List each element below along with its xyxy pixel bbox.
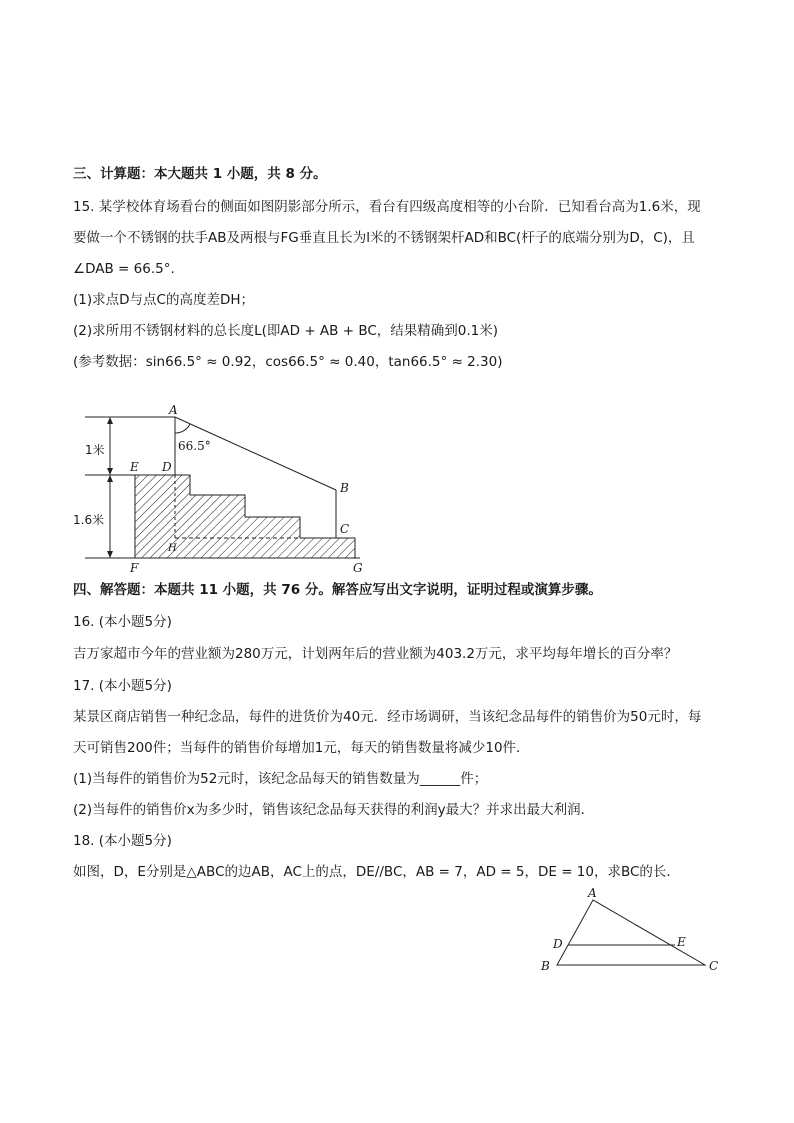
dim-1m-arrow-top (107, 417, 113, 424)
label-g: G (353, 561, 363, 575)
q15-reference-data: (参考数据：sin66.5° ≈ 0.92，cos66.5° ≈ 0.40，tan66.5° ≈ 2.30) (73, 354, 503, 370)
tri-label-a: A (588, 886, 597, 900)
dim-1m-arrow-bottom (107, 468, 113, 475)
dim-16m-arrow-top (107, 475, 113, 482)
section4-header: 四、解答题：本题共 11 小题，共 76 分。解答应写出文字说明，证明过程或演算步骤。 (73, 582, 602, 598)
q15-line2: 要做一个不锈钢的扶手AB及两根与FG垂直且长为l米的不锈钢架杆AD和BC(杆子的底端分别为D，C)，且 (73, 230, 695, 246)
label-e: E (130, 460, 139, 474)
angle-arc (175, 424, 190, 433)
q18-triangle-figure (535, 885, 725, 980)
q16-body: 吉万家超市今年的营业额为280万元，计划两年后的营业额为403.2万元，求平均每年增长的百分率？ (73, 646, 678, 662)
dim-16m-label: 1.6米 (73, 513, 105, 527)
q17-title: 17. (本小题5分) (73, 678, 172, 694)
tri-label-d: D (553, 937, 563, 951)
label-d: D (162, 460, 172, 474)
q16-title: 16. (本小题5分) (73, 614, 172, 630)
label-h: H (168, 543, 177, 554)
tri-label-b: B (541, 959, 550, 973)
section3-header: 三、计算题：本大题共 1 小题，共 8 分。 (73, 166, 327, 182)
tri-label-c: C (709, 959, 719, 973)
dim-16m-arrow-bottom (107, 551, 113, 558)
q17-part1: (1)当每件的销售价为52元时，该纪念品每天的销售数量为______件； (73, 771, 488, 787)
q18-title: 18. (本小题5分) (73, 833, 172, 849)
q15-line1: 15. 某学校体育场看台的侧面如图阴影部分所示，看台有四级高度相等的小台阶．已知看台高为1.6米，现 (73, 199, 701, 215)
dim-1m-label: 1米 (85, 443, 105, 457)
q17-line1: 某景区商店销售一种纪念品，每件的进货价为40元．经市场调研，当该纪念品每件的销售价为50元时，每 (73, 709, 702, 725)
q15-line3: ∠DAB = 66.5°. (73, 261, 175, 277)
q18-body: 如图，D，E分别是△ABC的边AB，AC上的点，DE//BC，AB = 7，AD = 5，DE = 10，求BC的长． (73, 864, 680, 880)
label-a: A (169, 403, 178, 417)
handrail-ab (175, 417, 336, 490)
angle-label: 66.5° (178, 439, 211, 453)
q17-part2: (2)当每件的销售价x为多少时，销售该纪念品每天获得的利润y最大？并求出最大利润． (73, 802, 595, 818)
label-f: F (130, 561, 139, 575)
triangle-abc (557, 900, 705, 965)
q17-line2: 天可销售200件；当每件的销售价每增加1元，每天的销售数量将减少10件． (73, 740, 530, 756)
label-c: C (340, 522, 350, 536)
q15-part1: (1)求点D与点C的高度差DH； (73, 292, 254, 308)
label-b: B (340, 481, 349, 495)
tri-label-e: E (677, 935, 686, 949)
q15-part2: (2)求所用不锈钢材料的总长度L(即AD + AB + BC，结果精确到0.1米) (73, 323, 499, 339)
q15-stands-figure (70, 400, 370, 580)
